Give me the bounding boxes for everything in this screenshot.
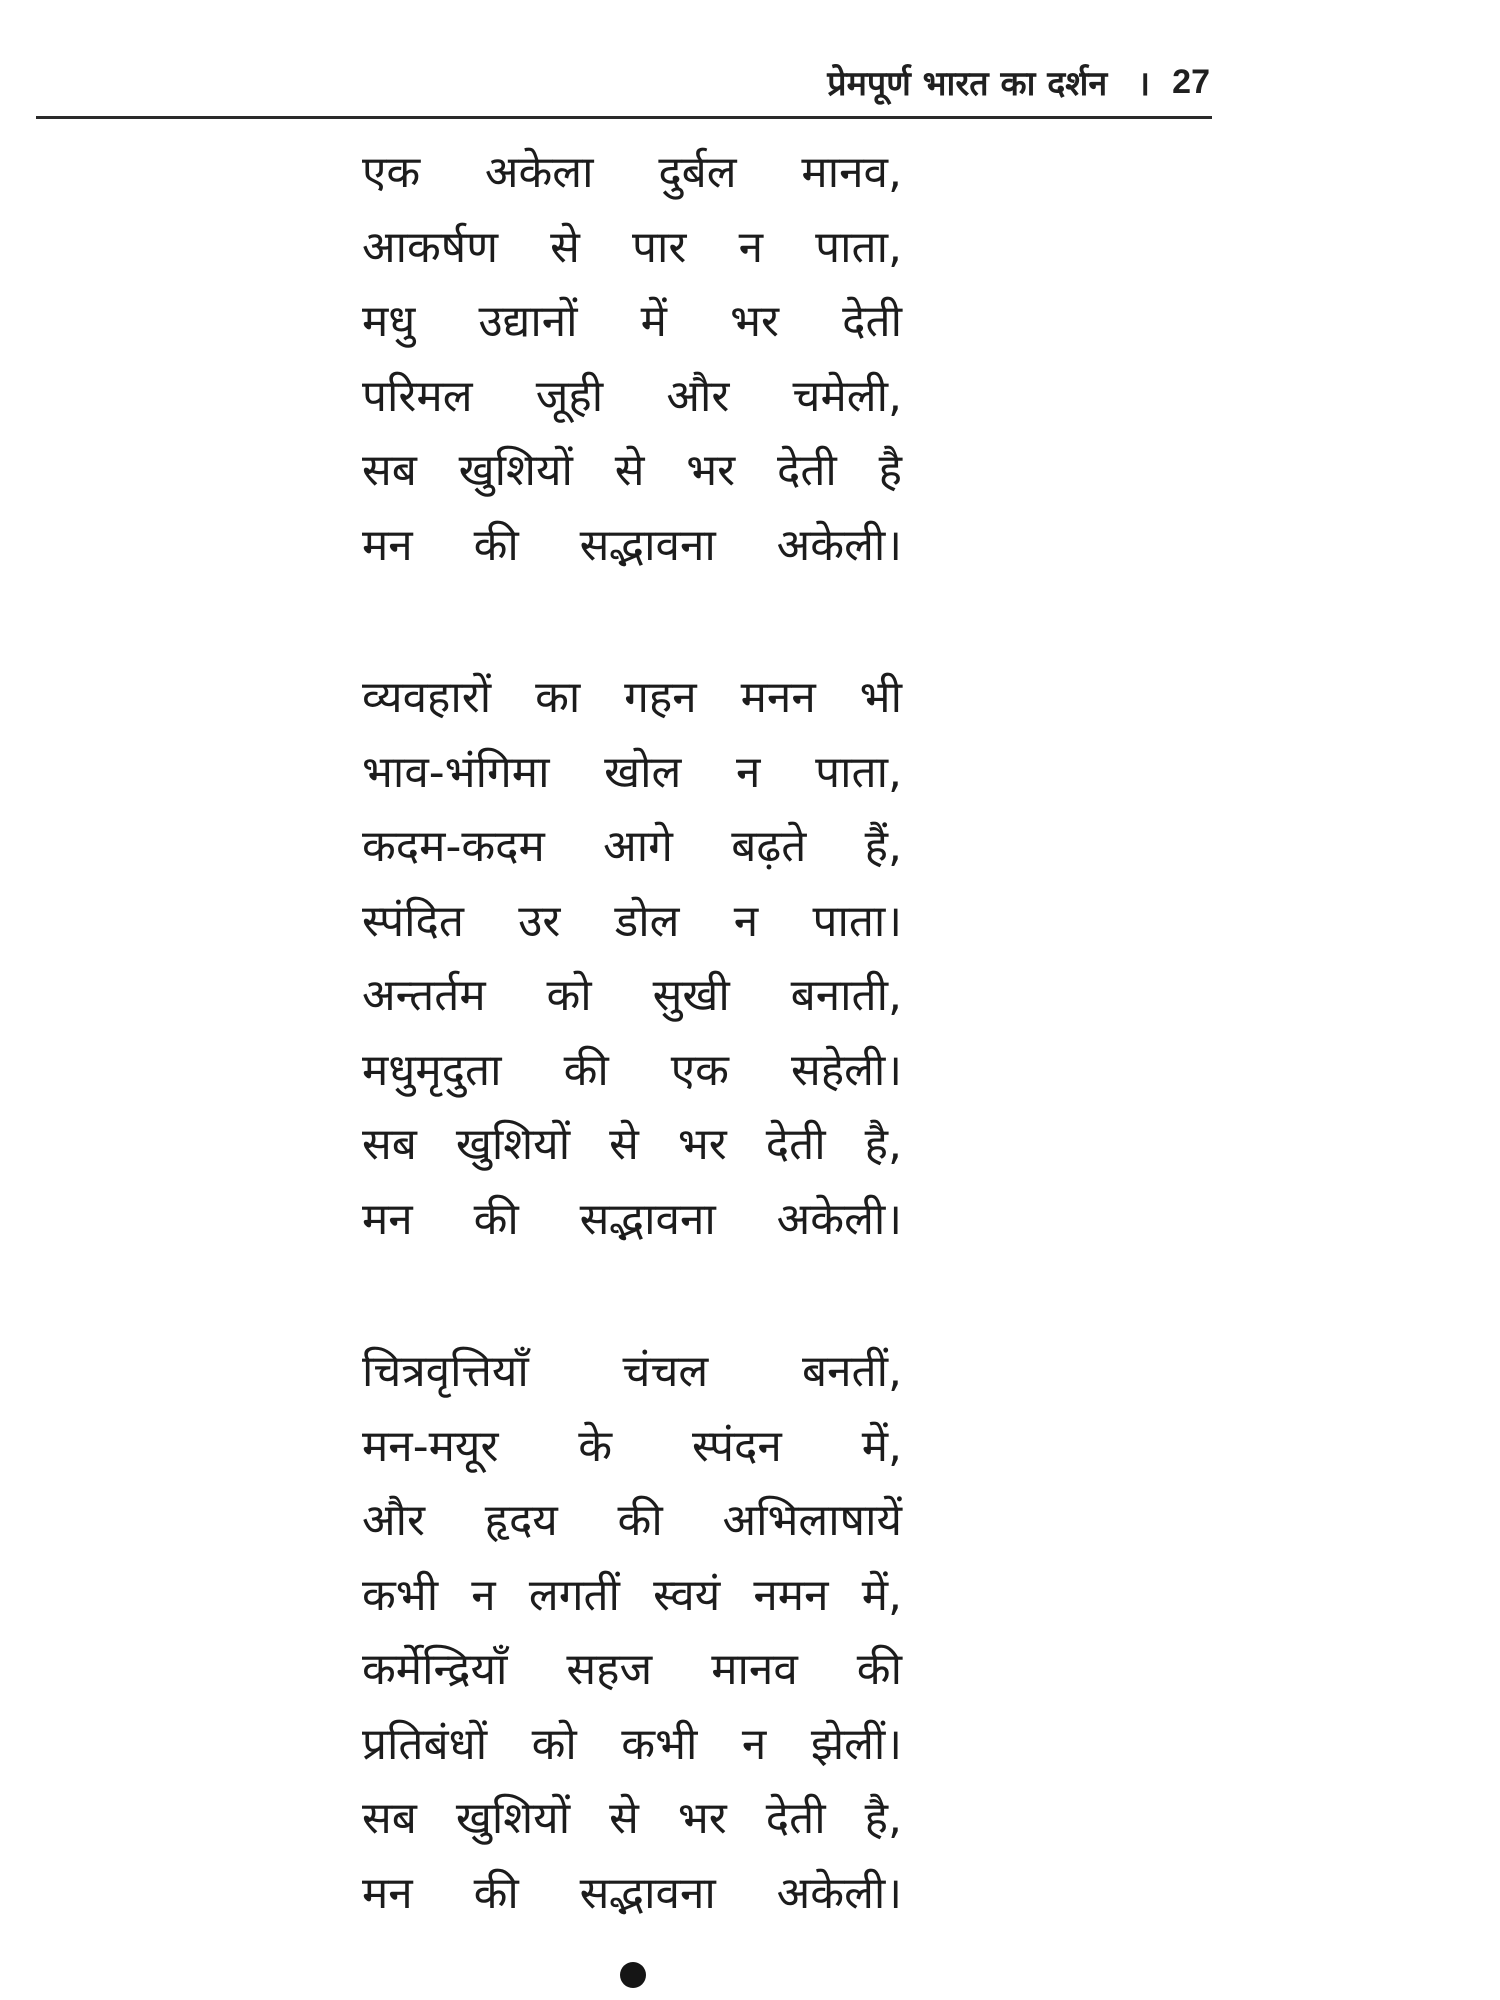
stanza-2 (362, 661, 902, 1257)
poem-line: भाव-भंगिमा खोल न पाता, (362, 746, 902, 798)
poem-line: सब खुशियों से भर देती है, (362, 1119, 902, 1170)
poem-line: अन्तर्तम को सुखी बनाती, (362, 970, 902, 1021)
poem-line: मधु उद्यानों में भर देती (362, 296, 902, 347)
header-rule (36, 116, 1212, 119)
poem-line: चित्रवृत्तियाँ चंचल बनतीं, (362, 1346, 902, 1397)
title-separator: । (1137, 64, 1151, 104)
poem-line: कदम-कदम आगे बढ़ते हैं, (362, 821, 902, 872)
poem-line: सब खुशियों से भर देती है, (362, 1793, 902, 1844)
poem-line: स्पंदित उर डोल न पाता। (362, 895, 902, 947)
poem-line: मन की सद्भावना अकेली। (362, 519, 902, 571)
poem-line: प्रतिबंधों को कभी न झेलीं। (362, 1718, 902, 1770)
poem-line: परिमल जूही और चमेली, (362, 370, 902, 422)
poem-line: मन की सद्भावना अकेली। (362, 1867, 902, 1919)
poem-line: मन की सद्भावना अकेली। (362, 1193, 902, 1245)
stanza-1 (362, 136, 902, 583)
poem-line: कर्मेन्द्रियाँ सहज मानव की (362, 1644, 902, 1695)
poem-line: मन-मयूर के स्पंदन में, (362, 1420, 902, 1472)
poem (362, 136, 902, 1931)
end-bullet-icon (620, 1962, 646, 1988)
poem-line: और हृदय की अभिलाषायें (362, 1495, 902, 1546)
page-number: 27 (1172, 62, 1210, 101)
poem-line: मधुमृदुता की एक सहेली। (362, 1044, 902, 1096)
poem-line: सब खुशियों से भर देती है (362, 445, 902, 496)
running-head (760, 52, 1210, 112)
poem-line: आकर्षण से पार न पाता, (362, 221, 902, 273)
book-title: प्रेमपूर्ण भारत का दर्शन (827, 64, 1108, 104)
poem-line: एक अकेला दुर्बल मानव, (362, 147, 902, 198)
poem-line: व्यवहारों का गहन मनन भी (362, 672, 902, 723)
poem-line: कभी न लगतीं स्वयं नमन में, (362, 1569, 902, 1621)
stanza-3 (362, 1335, 902, 1931)
